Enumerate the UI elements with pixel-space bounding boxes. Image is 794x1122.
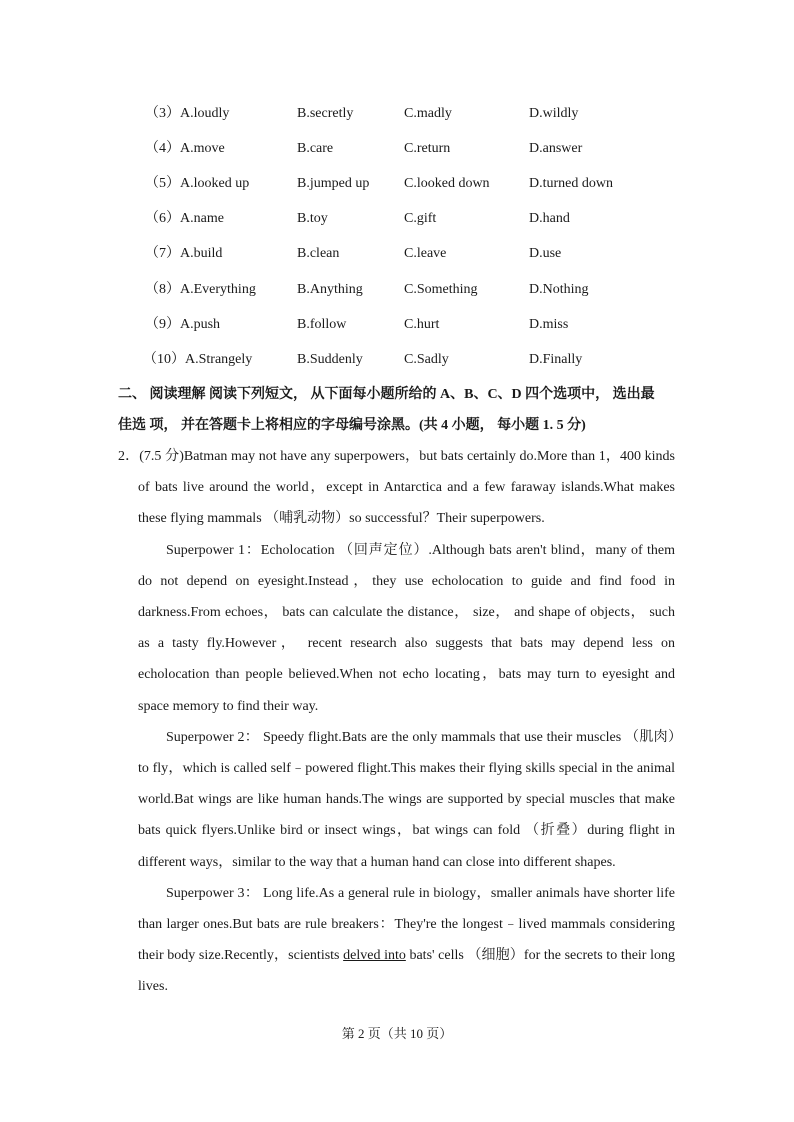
- option-c: C.leave: [404, 246, 447, 261]
- passage-intro: 2．(7.5 分)Batman may not have any superpowers，but bats certainly do.More than 1，400 kinds of bats live around the world，except in Antarctica and a few faraway islands.What makes these flying mammals （哺乳动物）so successful？Their superpowers.: [118, 449, 675, 527]
- section-heading: [118, 379, 678, 441]
- option-a: （9）A.push: [145, 317, 221, 332]
- option-c: C.Something: [404, 282, 478, 297]
- passage-paragraph-3: [118, 878, 675, 1003]
- option-row-6: [0, 208, 794, 230]
- paragraph-text: Superpower 3： Long life.As a general rule in biology，smaller animals have shorter life than larger ones.But bats are rule breakers：They're the longest﹣lived mammals considering their body size.Recently，scientists: [138, 885, 675, 964]
- option-row-4: [0, 138, 794, 160]
- section-heading-line-2: 佳选 项， 并在答题卡上将相应的字母编号涂黑。(共 4 小题， 每小题 1. 5 分): [118, 418, 586, 433]
- option-row-3: [0, 103, 794, 125]
- option-b: B.Anything: [297, 282, 363, 297]
- option-d: D.turned down: [529, 176, 613, 191]
- option-a: （7）A.build: [145, 246, 223, 261]
- option-row-7: [0, 243, 794, 265]
- reading-passage: [118, 441, 675, 1003]
- option-a: （8）A.Everything: [145, 282, 256, 297]
- option-a: （3）A.loudly: [145, 106, 230, 121]
- option-b: B.jumped up: [297, 176, 370, 191]
- option-d: D.Finally: [529, 352, 583, 367]
- option-row-10: [0, 349, 794, 371]
- option-b: B.Suddenly: [297, 352, 363, 367]
- underlined-phrase: delved into: [343, 948, 406, 964]
- option-a: （5）A.looked up: [145, 176, 250, 191]
- option-c: C.hurt: [404, 317, 440, 332]
- passage-paragraph-2: Superpower 2： Speedy flight.Bats are the only mammals that use their muscles （肌肉）to fly，which is called self﹣powered flight.This makes their flying skills special in the animal world.Bat wings are like human hands.The wings are supported by special muscles that make bats quick flyers.Unlike bird or insect wings，bat wings can fold （折叠）during flight in different ways，similar to the way that a human hand can close into different shapes.: [138, 729, 675, 870]
- option-b: B.care: [297, 141, 334, 156]
- option-c: C.looked down: [404, 176, 490, 191]
- option-d: D.miss: [529, 317, 569, 332]
- option-b: B.follow: [297, 317, 347, 332]
- option-row-5: [0, 173, 794, 195]
- option-b: B.secretly: [297, 106, 354, 121]
- option-c: C.Sadly: [404, 352, 449, 367]
- option-a: （10）A.Strangely: [143, 352, 253, 367]
- option-d: D.Nothing: [529, 282, 589, 297]
- option-a: （4）A.move: [145, 141, 225, 156]
- option-c: C.madly: [404, 106, 452, 121]
- option-row-9: [0, 314, 794, 336]
- option-d: D.use: [529, 246, 562, 261]
- passage-paragraph-1: Superpower 1：Echolocation （回声定位）.Although bats aren't blind，many of them do not depend on eyesight.Instead，they use echolocation to guide and find food in darkness.From echoes， bats can calculate the distance， size， and shape of objects， such as a tasty fly.However， recent research also suggests that bats may depend less on echolocation than people believed.When not echo locating，bats may turn to eyesight and space memory to find their way.: [138, 542, 675, 714]
- option-d: D.answer: [529, 141, 583, 156]
- option-d: D.wildly: [529, 106, 579, 121]
- option-d: D.hand: [529, 211, 570, 226]
- option-row-8: [0, 279, 794, 301]
- option-c: C.gift: [404, 211, 437, 226]
- page-footer: 第 2 页（共 10 页）: [341, 1026, 453, 1041]
- option-c: C.return: [404, 141, 451, 156]
- section-heading-line-1: 二、 阅读理解 阅读下列短文， 从下面每小题所给的 A、B、C、D 四个选项中， 选出最: [118, 387, 655, 402]
- paragraph-text: bats' cells （细胞）for the secrets to their long lives.: [138, 948, 675, 995]
- option-b: B.clean: [297, 246, 340, 261]
- option-b: B.toy: [297, 211, 328, 226]
- option-a: （6）A.name: [145, 211, 224, 226]
